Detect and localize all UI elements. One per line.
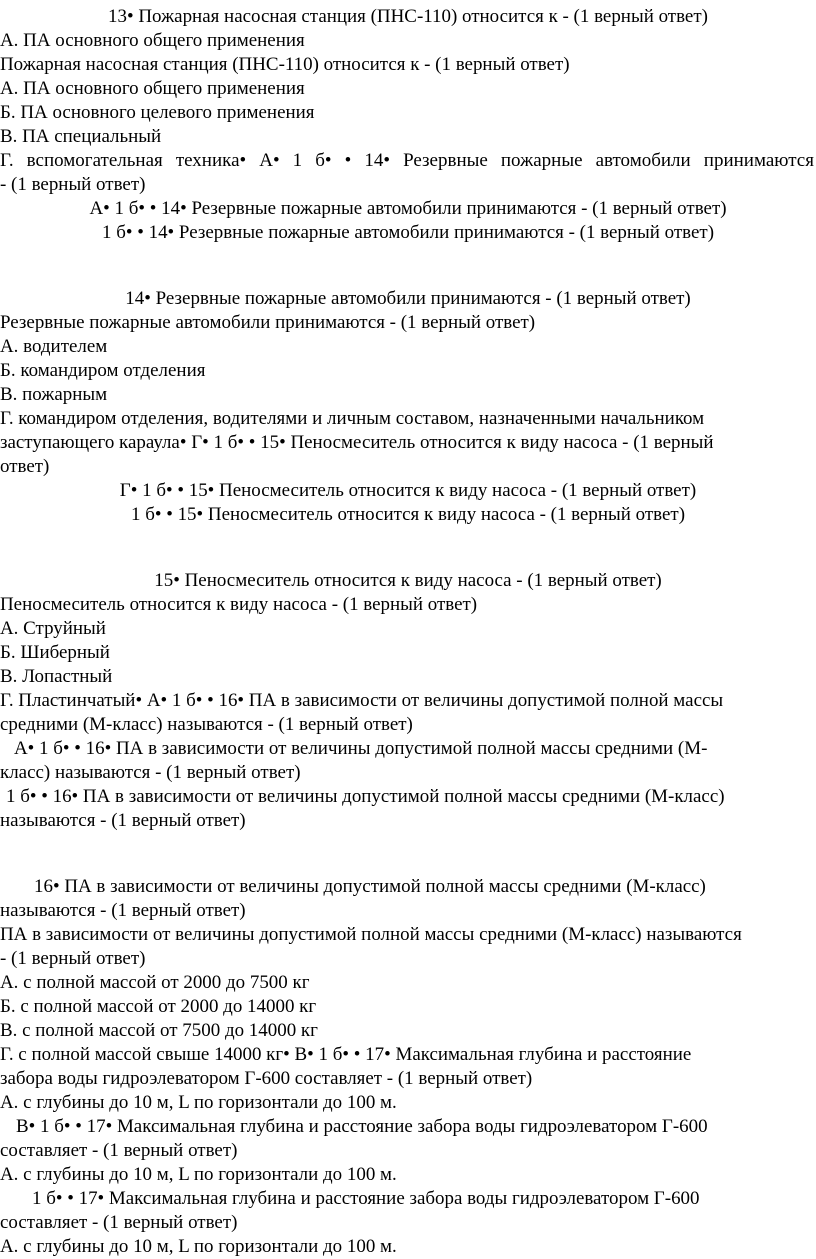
question-14-text: Резервные пожарные автомобили принимаются - (1 верный ответ): [0, 312, 536, 333]
word: автомобили: [595, 150, 691, 171]
word: Г.: [0, 150, 14, 171]
answer-option-g: [0, 149, 814, 173]
answer-option-v: В. с полной массой от 7500 до 14000 кг: [0, 1020, 318, 1041]
answer-option-g: Г. Пластинчатый• А• 1 б• • 16• ПА в зависимости от величины допустимой полной массы: [0, 690, 724, 711]
word: 14•: [364, 150, 390, 171]
text-line: 1 б• • 17• Максимальная глубина и расстояние забора воды гидроэлеватором Г-600: [32, 1188, 700, 1209]
text-line: составляет - (1 верный ответ): [0, 1212, 238, 1233]
question-16-heading: 16• ПА в зависимости от величины допустимой полной массы средними (М-класс): [34, 876, 706, 897]
text-line: класс) называются - (1 верный ответ): [0, 762, 301, 783]
text-line: Г• 1 б• • 15• Пеносмеситель относится к виду насоса - (1 верный ответ): [119, 480, 697, 501]
word: Резервные: [403, 150, 488, 171]
question-15-heading: 15• Пеносмеситель относится к виду насоса - (1 верный ответ): [154, 570, 662, 591]
answer-option-a: А. Струйный: [0, 618, 106, 639]
text-line: 1 б• • 14• Резервные пожарные автомобили принимаются - (1 верный ответ): [101, 222, 715, 243]
text-line: А. с глубины до 10 м, L по горизонтали до 100 м.: [0, 1164, 397, 1185]
answer-option-g: Г. командиром отделения, водителями и личным составом, назначенными начальником: [0, 408, 705, 429]
text-line: В• 1 б• • 17• Максимальная глубина и расстояние забора воды гидроэлеватором Г-600: [16, 1116, 708, 1137]
answer-option-v: В. ПА специальный: [0, 126, 162, 147]
text-line: ответ): [0, 456, 50, 477]
question-14-heading: 14• Резервные пожарные автомобили принимаются - (1 верный ответ): [125, 288, 691, 309]
answer-option-b: Б. Шиберный: [0, 642, 110, 663]
word: вспомогательная: [26, 150, 163, 171]
question-13-heading: 13• Пожарная насосная станция (ПНС-110) относится к - (1 верный ответ): [108, 6, 708, 27]
text-line: называются - (1 верный ответ): [0, 810, 246, 831]
question-15-text: Пеносмеситель относится к виду насоса - (1 верный ответ): [0, 594, 478, 615]
text-line: А. с глубины до 10 м, L по горизонтали до 100 м.: [0, 1236, 397, 1257]
word: 1: [292, 150, 303, 171]
word: пожарные: [500, 150, 583, 171]
text-line: заступающего караула• Г• 1 б• • 15• Пеносмеситель относится к виду насоса - (1 верный: [0, 432, 714, 453]
text-line: забора воды гидроэлеватором Г-600 составляет - (1 верный ответ): [0, 1068, 533, 1089]
text-line: А• 1 б• • 14• Резервные пожарные автомобили принимаются - (1 верный ответ): [89, 198, 727, 219]
answer-option-b: Б. ПА основного целевого применения: [0, 102, 315, 123]
text-line: составляет - (1 верный ответ): [0, 1140, 238, 1161]
word: принимаются: [703, 150, 814, 171]
text-line: 1 б• • 15• Пеносмеситель относится к виду насоса - (1 верный ответ): [130, 504, 686, 525]
text-line: средними (М-класс) называются - (1 верный ответ): [0, 714, 413, 735]
answer-option-b: Б. командиром отделения: [0, 360, 206, 381]
question-13-text: Пожарная насосная станция (ПНС-110) относится к - (1 верный ответ): [0, 54, 570, 75]
answer-option-b: Б. с полной массой от 2000 до 14000 кг: [0, 996, 317, 1017]
text-line: А. ПА основного общего применения: [0, 30, 305, 51]
word: б•: [315, 150, 332, 171]
word: А•: [259, 150, 280, 171]
question-16-text: ПА в зависимости от величины допустимой полной массы средними (М-класс) называются: [0, 924, 742, 945]
text-line: - (1 верный ответ): [0, 948, 146, 969]
text-line: А• 1 б• • 16• ПА в зависимости от величины допустимой полной массы средними (М-: [14, 738, 708, 759]
answer-option-g: Г. с полной массой свыше 14000 кг• В• 1 б• • 17• Максимальная глубина и расстояние: [0, 1044, 692, 1065]
answer-option-a: А. водителем: [0, 336, 108, 357]
word: техника•: [175, 150, 247, 171]
text-line: А. с глубины до 10 м, L по горизонтали до 100 м.: [0, 1092, 397, 1113]
answer-option-v: В. пожарным: [0, 384, 108, 405]
answer-option-a: А. ПА основного общего применения: [0, 78, 305, 99]
text-line: - (1 верный ответ): [0, 174, 146, 195]
answer-option-v: В. Лопастный: [0, 666, 113, 687]
text-line: 1 б• • 16• ПА в зависимости от величины допустимой полной массы средними (М-класс): [6, 786, 725, 807]
word: •: [344, 150, 352, 171]
text-line: называются - (1 верный ответ): [0, 900, 246, 921]
answer-option-a: А. с полной массой от 2000 до 7500 кг: [0, 972, 310, 993]
